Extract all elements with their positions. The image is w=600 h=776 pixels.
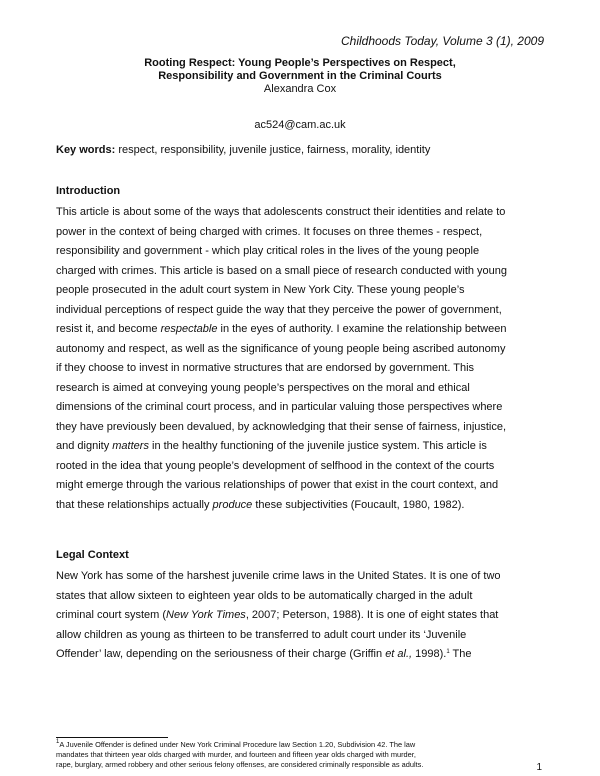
paragraph-line: states that allow sixteen to eighteen year olds to be automatically charged in the adult (56, 589, 473, 602)
paragraph-line: that these relationships actually produce these subjectivities (Foucault, 1980, 1982). (56, 498, 465, 511)
legal-context-paragraph (56, 567, 546, 665)
legal-context-heading: Legal Context (56, 549, 129, 561)
paragraph-line: This article is about some of the ways that adolescents construct their identities and relate to (56, 206, 506, 218)
page-number: 1 (536, 762, 542, 773)
title-line-2: Responsibility and Government in the Criminal Courts (158, 70, 442, 82)
paragraph-line: individual perceptions of respect guide the way that they perceive the power of government, (56, 303, 502, 316)
author-name: Alexandra Cox (263, 83, 337, 95)
emphasis-matters: matters (112, 440, 149, 452)
paragraph-line: and dignity matters in the healthy functioning of the juvenile justice system. This article is (56, 440, 487, 452)
emphasis-et-al: et al., (385, 648, 413, 660)
paragraph-line: rooted in the idea that young people’s development of selfhood in the context of the courts (56, 459, 495, 472)
paragraph-line: charged with crimes. This article is based on a small piece of research conducted with young (56, 264, 508, 277)
paragraph-line: responsibility and government - which play critical roles in the lives of the young people (56, 245, 480, 257)
keywords-text: respect, responsibility, juvenile justice, fairness, morality, identity (115, 144, 431, 156)
keywords (56, 144, 430, 156)
emphasis-produce: produce (212, 498, 253, 511)
paragraph-line: resist it, and become respectable in the eyes of authority. I examine the relationship between (56, 323, 507, 335)
footnote-line: rape, burglary, armed robbery and other serious felony offenses, are considered criminally responsible as adults. (56, 760, 424, 769)
paragraph-line: criminal court system (New York Times, 2007; Peterson, 1988). It is one of eight states that (56, 609, 499, 621)
keywords-label: Key words: (56, 144, 116, 156)
footnote-ref[interactable]: 1 (446, 649, 450, 655)
paragraph-line: if they choose to invest in normative structures that are endorsed by government. This (56, 362, 475, 374)
introduction-paragraph (56, 203, 546, 515)
paragraph-line: allow children as young as thirteen to be transferred to adult court under its ‘Juvenile (56, 628, 467, 641)
footnote-divider (56, 737, 168, 738)
emphasis-respectable: respectable (160, 323, 218, 335)
footnote-marker: 1 (56, 739, 60, 745)
title-line-1: Rooting Respect: Young People’s Perspectives on Respect, (144, 57, 456, 69)
paragraph-line: they have previously been devalued, by acknowledging that their sense of fairness, injustice, (56, 420, 507, 433)
paragraph-line: research is aimed at conveying young people’s perspectives on the moral and ethical (56, 381, 470, 394)
paragraph-line: might emerge through the various relationships of power that exist in the court context, and (56, 479, 499, 491)
footnote-line: $^1$A Juvenile Offender is defined under New York Criminal Procedure law Section 1.20, Subdivision 42. The law (56, 739, 416, 749)
footnote (56, 740, 546, 770)
footnote-line: mandates that thirteen year olds charged with murder, and fourteen and fifteen year olds charged with murder, (56, 750, 416, 759)
introduction-heading: Introduction (56, 185, 121, 197)
paragraph-line: people prosecuted in the adult court system in New York City. These young people’s (56, 284, 465, 296)
journal-header: Childhoods Today, Volume 3 (1), 2009 (340, 34, 544, 48)
paragraph-line: autonomy and respect, as well as the significance of young people being ascribed autonomy (56, 342, 506, 355)
author-email: ac524@cam.ac.uk (254, 119, 346, 131)
paragraph-line: dimensions of the criminal court process, and in particular valuing those perspectives where (56, 401, 503, 413)
emphasis-nyt: New York Times (166, 609, 246, 621)
paragraph-line: New York has some of the harshest juvenile crime laws in the United States. It is one of two (56, 570, 501, 582)
paragraph-line: power in the context of being charged with crimes. It focuses on three themes - respect, (56, 225, 483, 238)
article-title (0, 57, 600, 83)
paragraph-line: Offender’ law, depending on the seriousness of their charge (Griffin et al., 1998).$^1$ The (56, 648, 472, 660)
